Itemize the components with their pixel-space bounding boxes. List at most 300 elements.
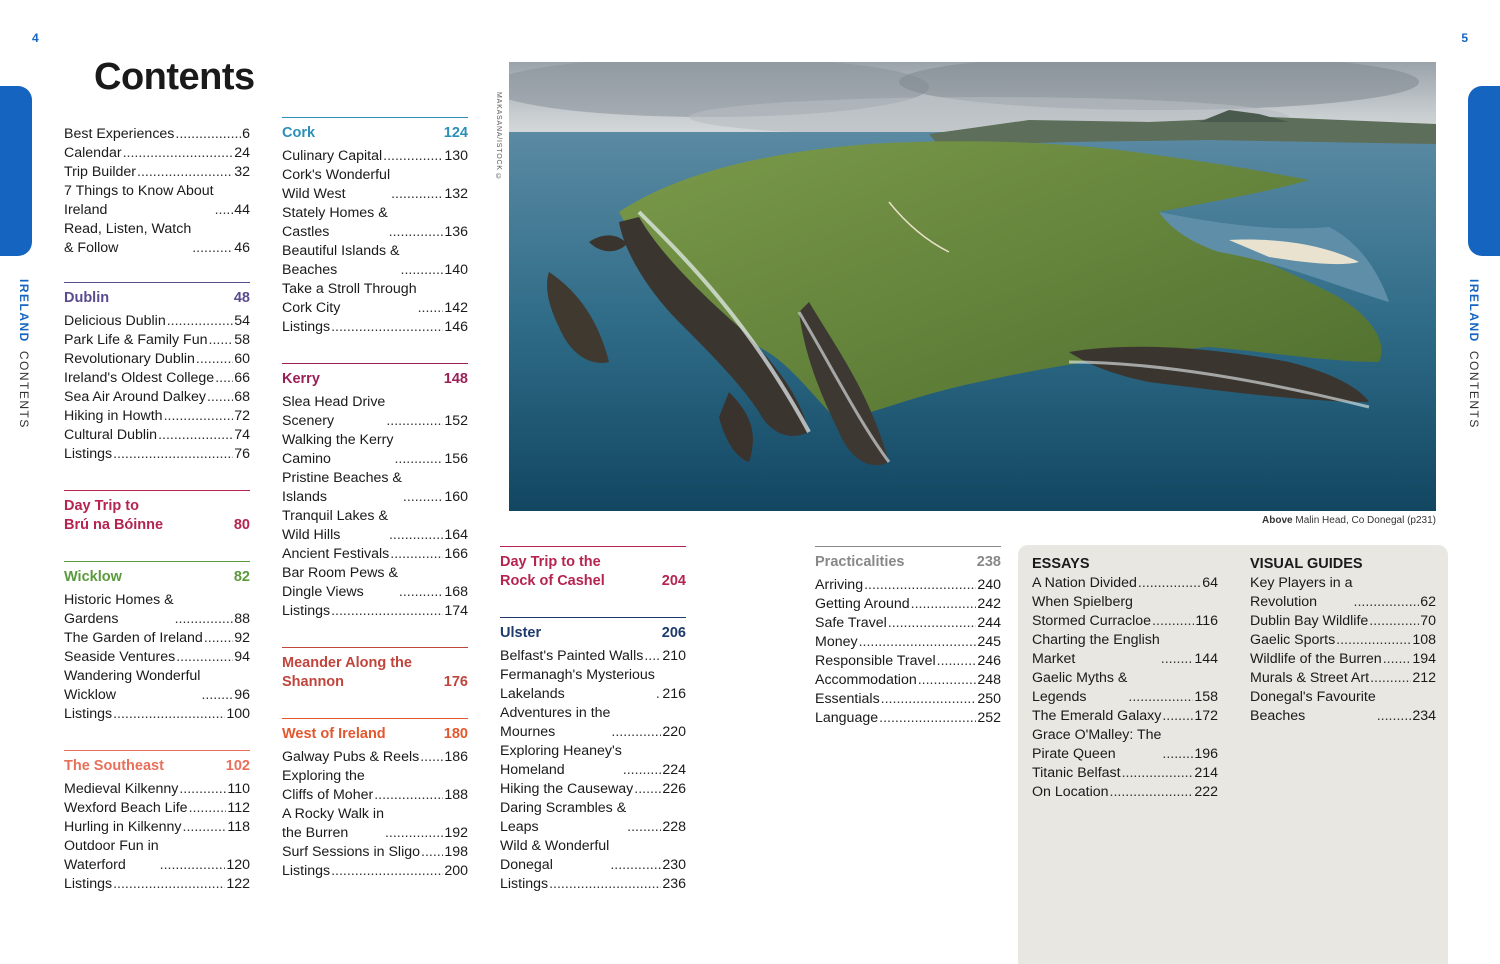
dot-leader <box>176 648 233 667</box>
entry-title: Culinary Capital <box>282 148 383 164</box>
toc-entry[interactable] <box>815 614 1001 633</box>
toc-entry[interactable] <box>282 166 468 204</box>
dot-leader <box>656 685 661 704</box>
page-number-left: 4 <box>32 31 39 45</box>
section-title: Ulster <box>500 625 542 641</box>
section-page-number: 180 <box>443 726 468 742</box>
entry-title: Listings <box>64 706 113 722</box>
entry-page-number: 146 <box>444 319 468 335</box>
side-label-left: IRELANDCONTENTS <box>17 279 31 429</box>
entry-title: Safe Travel <box>815 615 887 631</box>
entry-title: Historic Homes & Gardens <box>64 592 174 627</box>
toc-entry[interactable] <box>1250 650 1436 669</box>
toc-entry[interactable] <box>282 602 468 621</box>
essays-heading: ESSAYS <box>1032 556 1090 572</box>
entry-title: Listings <box>282 319 331 335</box>
entry-title: Best Experiences <box>64 126 175 142</box>
entry-page-number: 116 <box>1195 613 1218 629</box>
dot-leader <box>627 818 661 837</box>
entry-page-number: 132 <box>444 186 468 202</box>
section-page-number: 82 <box>233 569 250 585</box>
section-entries <box>64 780 250 894</box>
toc-entry[interactable] <box>500 875 686 894</box>
dot-leader <box>196 350 233 369</box>
entry-page-number: 156 <box>444 451 468 467</box>
entry-page-number: 44 <box>234 202 250 218</box>
section-heading[interactable] <box>64 490 250 535</box>
dot-leader <box>183 818 227 837</box>
toc-entry[interactable] <box>64 445 250 464</box>
entry-page-number: 60 <box>234 351 250 367</box>
toc-entry[interactable] <box>64 369 250 388</box>
toc-column-3 <box>500 546 686 920</box>
dot-leader <box>331 602 443 621</box>
dot-leader <box>386 412 443 431</box>
entry-page-number: 130 <box>444 148 468 164</box>
dot-leader <box>401 261 444 280</box>
chapter-tab-right <box>1468 86 1500 256</box>
entry-title: Titanic Belfast <box>1032 765 1121 781</box>
dot-leader <box>549 875 661 894</box>
toc-entry[interactable] <box>282 393 468 431</box>
toc-entry[interactable] <box>282 748 468 767</box>
toc-entry[interactable] <box>64 667 250 705</box>
dot-leader <box>160 856 226 875</box>
dot-leader <box>389 526 443 545</box>
section-heading[interactable] <box>500 617 686 643</box>
section-page-number: 48 <box>233 290 250 306</box>
entry-page-number: 230 <box>662 857 686 873</box>
toc-entry[interactable] <box>500 666 686 704</box>
entry-title: Delicious Dublin <box>64 313 166 329</box>
dot-leader <box>859 633 977 652</box>
section-title: Day Trip to Brú na Bóinne <box>64 498 164 533</box>
entry-page-number: 74 <box>234 427 250 443</box>
dot-leader <box>418 299 444 318</box>
entry-title: Language <box>815 710 879 726</box>
dot-leader <box>385 824 443 843</box>
entry-page-number: 66 <box>234 370 250 386</box>
dot-leader <box>113 875 225 894</box>
toc-entry[interactable] <box>815 595 1001 614</box>
dot-leader <box>1128 688 1193 707</box>
section-heading[interactable] <box>500 546 686 591</box>
dot-leader <box>1162 707 1193 726</box>
dot-leader <box>1336 631 1411 650</box>
toc-entry[interactable] <box>500 837 686 875</box>
entry-page-number: 212 <box>1412 670 1436 686</box>
visual-guides-list <box>1250 574 1436 726</box>
section-southeast <box>64 750 250 894</box>
toc-entry[interactable] <box>64 163 250 182</box>
section-page-number: 206 <box>661 625 686 641</box>
entry-page-number: 236 <box>662 876 686 892</box>
toc-entry[interactable] <box>64 331 250 350</box>
entry-page-number: 24 <box>234 145 250 161</box>
entry-page-number: 94 <box>234 649 250 665</box>
entry-page-number: 224 <box>662 762 686 778</box>
entry-title: Park Life & Family Fun <box>64 332 208 348</box>
section-heading[interactable] <box>64 561 250 587</box>
section-heading[interactable] <box>282 718 468 744</box>
section-page-number: 102 <box>225 758 250 774</box>
entry-title: Ireland's Oldest College <box>64 370 215 386</box>
visual-guides-heading: VISUAL GUIDES <box>1250 556 1363 572</box>
dot-leader <box>1162 745 1193 764</box>
entry-page-number: 70 <box>1420 613 1436 629</box>
section-page-number: 124 <box>443 125 468 141</box>
entry-page-number: 72 <box>234 408 250 424</box>
entry-page-number: 58 <box>234 332 250 348</box>
toc-entry[interactable] <box>282 318 468 337</box>
toc-entry[interactable] <box>64 125 250 144</box>
entry-page-number: 216 <box>662 686 686 702</box>
section-heading[interactable] <box>64 282 250 308</box>
toc-entry[interactable] <box>1250 688 1436 726</box>
toc-entry[interactable] <box>282 147 468 166</box>
toc-entry[interactable] <box>64 818 250 837</box>
entry-page-number: 250 <box>977 691 1001 707</box>
toc-entry[interactable] <box>282 431 468 469</box>
toc-entry[interactable] <box>64 799 250 818</box>
section-title: Meander Along the Shannon <box>282 655 412 690</box>
toc-entry[interactable] <box>500 647 686 666</box>
toc-entry[interactable] <box>64 182 250 220</box>
dot-leader <box>331 318 443 337</box>
section-title: The Southeast <box>64 758 164 774</box>
section-heading[interactable] <box>282 117 468 143</box>
entry-title: Stately Homes & Castles <box>282 205 388 240</box>
entry-title: Responsible Travel <box>815 653 936 669</box>
entry-title: Walking the Kerry Camino <box>282 432 394 467</box>
toc-entry[interactable] <box>1250 612 1436 631</box>
entry-page-number: 226 <box>662 781 686 797</box>
entry-page-number: 118 <box>227 819 250 835</box>
entry-page-number: 110 <box>227 781 250 797</box>
dot-leader <box>1370 669 1411 688</box>
dot-leader <box>113 705 225 724</box>
section-ulster <box>500 617 686 894</box>
section-cashel <box>500 546 686 591</box>
entry-page-number: 108 <box>1412 632 1436 648</box>
section-cork <box>282 117 468 337</box>
toc-entry[interactable] <box>64 426 250 445</box>
dot-leader <box>1369 612 1419 631</box>
dot-leader <box>204 629 233 648</box>
toc-entry[interactable] <box>64 388 250 407</box>
entry-page-number: 6 <box>242 126 250 142</box>
entry-title: Listings <box>64 446 113 462</box>
toc-entry[interactable] <box>64 144 250 163</box>
toc-entry[interactable] <box>282 204 468 242</box>
entry-page-number: 68 <box>234 389 250 405</box>
dot-leader <box>420 748 443 767</box>
toc-entry[interactable] <box>64 629 250 648</box>
section-heading[interactable] <box>282 647 468 692</box>
entry-title: Listings <box>282 863 331 879</box>
dot-leader <box>1152 612 1194 631</box>
toc-entry[interactable] <box>282 507 468 545</box>
entry-title: The Emerald Galaxy <box>1032 708 1162 724</box>
section-page-number: 80 <box>233 517 250 533</box>
dot-leader <box>201 686 233 705</box>
toc-entry[interactable] <box>282 280 468 318</box>
dot-leader <box>215 369 233 388</box>
toc-entry[interactable] <box>815 633 1001 652</box>
section-kerry <box>282 363 468 621</box>
toc-entry[interactable] <box>282 862 468 881</box>
toc-column-1 <box>64 125 250 920</box>
toc-entry[interactable] <box>282 242 468 280</box>
entry-title: Adventures in the Mournes <box>500 705 611 740</box>
entry-title: Wild & Wonderful Donegal <box>500 838 610 873</box>
entry-title: Exploring the Cliffs of Moher <box>282 768 374 803</box>
toc-entry[interactable] <box>64 407 250 426</box>
entry-title: Cultural Dublin <box>64 427 158 443</box>
section-title: Practicalities <box>815 554 905 570</box>
entry-title: Sea Air Around Dalkey <box>64 389 206 405</box>
toc-entry[interactable] <box>500 704 686 742</box>
entry-page-number: 62 <box>1420 594 1436 610</box>
entry-title: Pristine Beaches & Islands <box>282 470 402 505</box>
dot-leader <box>1122 764 1194 783</box>
dot-leader <box>1138 574 1201 593</box>
entry-title: Essentials <box>815 691 880 707</box>
dot-leader <box>611 723 661 742</box>
toc-entry[interactable] <box>64 705 250 724</box>
toc-entry[interactable] <box>1032 707 1218 726</box>
intro-list <box>64 125 250 258</box>
toc-entry[interactable] <box>64 350 250 369</box>
entry-title: Exploring Heaney's Homeland <box>500 743 622 778</box>
section-practicalities <box>815 546 1001 728</box>
toc-entry[interactable] <box>64 648 250 667</box>
dot-leader <box>1354 593 1420 612</box>
entry-title: Read, Listen, Watch & Follow <box>64 221 192 256</box>
dot-leader <box>918 671 977 690</box>
toc-entry[interactable] <box>282 469 468 507</box>
toc-entry[interactable] <box>500 742 686 780</box>
dot-leader <box>179 780 226 799</box>
dot-leader <box>644 647 661 666</box>
toc-entry[interactable] <box>500 780 686 799</box>
toc-entry[interactable] <box>64 780 250 799</box>
entry-title: 7 Things to Know About Ireland <box>64 183 214 218</box>
entry-page-number: 214 <box>1194 765 1218 781</box>
toc-entry[interactable] <box>815 709 1001 728</box>
toc-entry[interactable] <box>815 652 1001 671</box>
entry-title: Hiking in Howth <box>64 408 163 424</box>
entry-page-number: 164 <box>444 527 468 543</box>
toc-entry[interactable] <box>64 875 250 894</box>
toc-entry[interactable] <box>815 671 1001 690</box>
toc-entry[interactable] <box>1032 631 1218 669</box>
toc-entry[interactable] <box>64 312 250 331</box>
entry-page-number: 242 <box>977 596 1001 612</box>
toc-entry[interactable] <box>1250 669 1436 688</box>
entry-page-number: 196 <box>1194 746 1218 762</box>
toc-entry[interactable] <box>500 799 686 837</box>
toc-entry[interactable] <box>64 591 250 629</box>
essays-column <box>1032 555 1218 802</box>
entry-page-number: 166 <box>444 546 468 562</box>
dot-leader <box>175 610 234 629</box>
entry-page-number: 228 <box>662 819 686 835</box>
entry-title: Outdoor Fun in Waterford <box>64 838 159 873</box>
chapter-tab-left <box>0 86 32 256</box>
toc-entry[interactable] <box>64 837 250 875</box>
entry-title: Surf Sessions in Sligo <box>282 844 421 860</box>
entry-page-number: 92 <box>234 630 250 646</box>
entry-page-number: 88 <box>234 611 250 627</box>
entry-title: The Garden of Ireland <box>64 630 203 646</box>
entry-title: A Nation Divided <box>1032 575 1137 591</box>
entry-page-number: 200 <box>444 863 468 879</box>
dot-leader <box>209 331 234 350</box>
entry-title: Fermanagh's Mysterious Lakelands <box>500 667 655 702</box>
entry-page-number: 188 <box>444 787 468 803</box>
section-entries <box>282 748 468 881</box>
entry-page-number: 152 <box>444 413 468 429</box>
entry-page-number: 222 <box>1194 784 1218 800</box>
page-title: Contents <box>94 56 255 98</box>
toc-entry[interactable] <box>1032 764 1218 783</box>
entry-page-number: 192 <box>444 825 468 841</box>
section-page-number: 204 <box>661 573 686 589</box>
entry-title: Murals & Street Art <box>1250 670 1370 686</box>
section-shannon <box>282 647 468 692</box>
entry-page-number: 240 <box>977 577 1001 593</box>
entry-page-number: 210 <box>662 648 686 664</box>
dot-leader <box>189 799 227 818</box>
entry-title: Gaelic Myths & Legends <box>1032 670 1128 705</box>
toc-entry[interactable] <box>1032 593 1218 631</box>
photo-credit: MAKASANA/ISTOCK © <box>495 92 502 182</box>
section-entries <box>282 147 468 337</box>
entry-page-number: 46 <box>234 240 250 256</box>
dot-leader <box>1110 783 1194 802</box>
entry-page-number: 32 <box>234 164 250 180</box>
entry-page-number: 100 <box>226 706 250 722</box>
toc-entry[interactable] <box>282 545 468 564</box>
toc-entry[interactable] <box>1032 783 1218 802</box>
dot-leader <box>167 312 233 331</box>
entry-page-number: 64 <box>1202 575 1218 591</box>
page-number-right: 5 <box>1461 31 1468 45</box>
section-heading[interactable] <box>64 750 250 776</box>
section-entries <box>500 647 686 894</box>
entry-title: Getting Around <box>815 596 910 612</box>
toc-entry[interactable] <box>282 843 468 862</box>
entry-title: Daring Scrambles & Leaps <box>500 800 627 835</box>
toc-entry[interactable] <box>1250 631 1436 650</box>
toc-entry[interactable] <box>815 576 1001 595</box>
toc-entry[interactable] <box>1250 574 1436 612</box>
dot-leader <box>123 144 234 163</box>
essays-list <box>1032 574 1218 802</box>
photo-caption: Above Malin Head, Co Donegal (p231) <box>1262 515 1436 526</box>
dot-leader <box>937 652 977 671</box>
entry-title: Arriving <box>815 577 864 593</box>
toc-entry[interactable] <box>815 690 1001 709</box>
dot-leader <box>1383 650 1412 669</box>
entry-title: Galway Pubs & Reels <box>282 749 420 765</box>
entry-title: Money <box>815 634 858 650</box>
dot-leader <box>215 201 234 220</box>
toc-entry[interactable] <box>282 805 468 843</box>
entry-page-number: 248 <box>977 672 1001 688</box>
section-title: Wicklow <box>64 569 122 585</box>
entry-page-number: 142 <box>444 300 468 316</box>
section-heading[interactable] <box>282 363 468 389</box>
entry-page-number: 96 <box>234 687 250 703</box>
entry-title: Wexford Beach Life <box>64 800 188 816</box>
toc-entry[interactable] <box>1032 574 1218 593</box>
entry-title: Tranquil Lakes & Wild Hills <box>282 508 388 543</box>
section-entries <box>282 393 468 621</box>
dot-leader <box>864 576 976 595</box>
section-page-number: 148 <box>443 371 468 387</box>
section-heading[interactable] <box>815 546 1001 572</box>
entry-title: Wildlife of the Burren <box>1250 651 1382 667</box>
toc-entry[interactable] <box>282 767 468 805</box>
entry-page-number: 194 <box>1412 651 1436 667</box>
dot-leader <box>879 709 976 728</box>
entry-page-number: 144 <box>1194 651 1218 667</box>
dot-leader <box>1377 707 1412 726</box>
section-title: Kerry <box>282 371 320 387</box>
section-entries <box>64 312 250 464</box>
entry-title: Revolutionary Dublin <box>64 351 195 367</box>
visual-guides-column <box>1250 555 1436 726</box>
dot-leader <box>421 843 443 862</box>
entry-title: Slea Head Drive Scenery <box>282 394 386 429</box>
dot-leader <box>389 223 444 242</box>
entry-page-number: 234 <box>1412 708 1436 724</box>
toc-entry[interactable] <box>64 220 250 258</box>
dot-leader <box>390 545 443 564</box>
dot-leader <box>391 185 443 204</box>
entry-page-number: 76 <box>234 446 250 462</box>
entry-title: When Spielberg Stormed Curracloe <box>1032 594 1152 629</box>
entry-page-number: 246 <box>977 653 1001 669</box>
entry-title: Medieval Kilkenny <box>64 781 179 797</box>
entry-page-number: 186 <box>444 749 468 765</box>
entry-title: Listings <box>500 876 549 892</box>
dot-leader <box>394 450 443 469</box>
dot-leader <box>888 614 977 633</box>
entry-title: Listings <box>282 603 331 619</box>
entry-page-number: 122 <box>226 876 250 892</box>
entry-page-number: 172 <box>1194 708 1218 724</box>
toc-entry[interactable] <box>1032 669 1218 707</box>
dot-leader <box>610 856 661 875</box>
toc-entry[interactable] <box>282 564 468 602</box>
entry-title: Ancient Festivals <box>282 546 390 562</box>
coastline-illustration <box>509 62 1436 511</box>
section-dublin <box>64 282 250 464</box>
dot-leader <box>383 147 443 166</box>
toc-column-4 <box>815 546 1001 754</box>
section-title: Dublin <box>64 290 110 306</box>
entry-title: Seaside Ventures <box>64 649 176 665</box>
dot-leader <box>1161 650 1194 669</box>
toc-entry[interactable] <box>1032 726 1218 764</box>
entry-page-number: 136 <box>444 224 468 240</box>
entry-title: Hurling in Kilkenny <box>64 819 182 835</box>
entry-page-number: 245 <box>977 634 1001 650</box>
entry-page-number: 54 <box>234 313 250 329</box>
